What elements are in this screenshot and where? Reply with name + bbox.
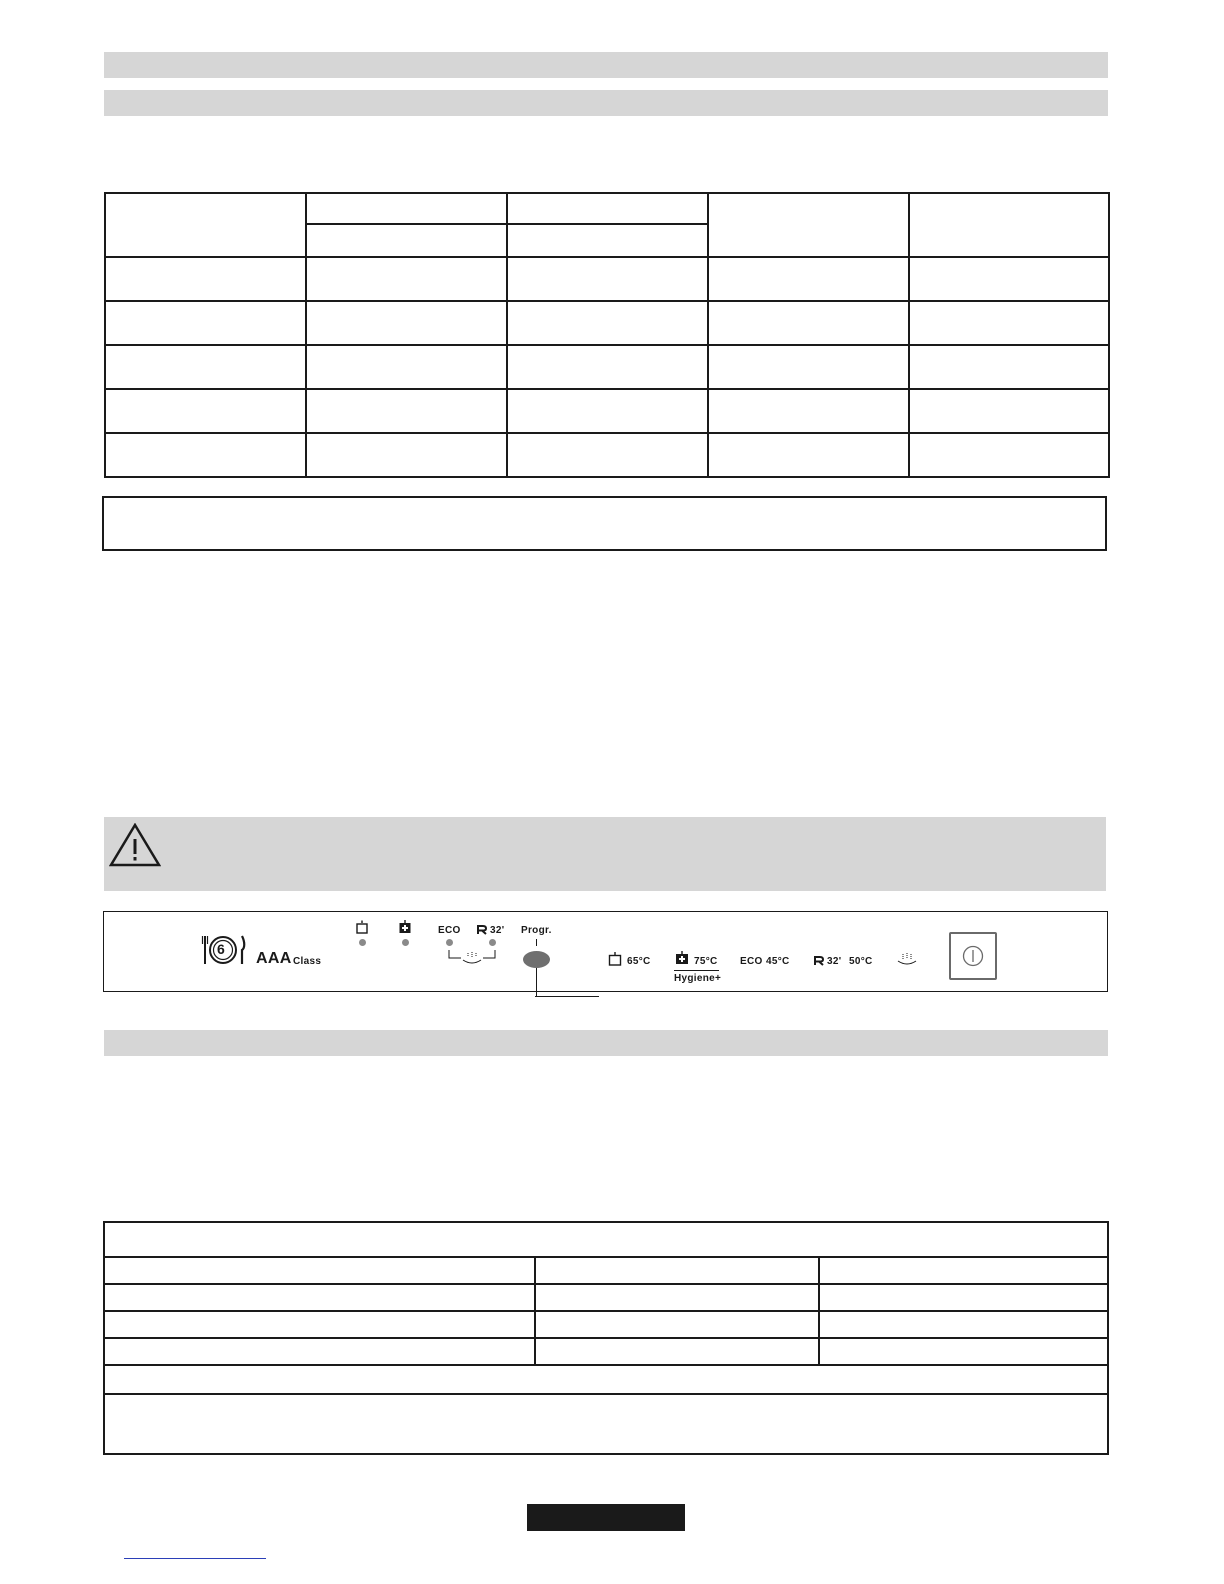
table-header-cell (105, 193, 306, 257)
table-row (105, 433, 1109, 477)
table-subheader-cell (306, 224, 507, 257)
page-number-bar (527, 1504, 685, 1531)
progr-leader-horizontal (535, 996, 599, 997)
program-eco-label: ECO (740, 956, 763, 967)
control-panel (103, 911, 1108, 992)
prewash-bracket-icon (447, 950, 497, 966)
program-rapid-label: 32' (827, 956, 842, 967)
table-header-cell (306, 193, 507, 224)
power-button[interactable] (949, 932, 997, 980)
power-icon (962, 945, 984, 967)
table-row (105, 301, 1109, 345)
program-rapid-temp: 50°C (849, 956, 873, 967)
table-header-cell (708, 193, 909, 257)
table-row (104, 1257, 1108, 1284)
pot-icon (355, 920, 369, 934)
program-hygiene-temp: 75°C (694, 956, 718, 967)
table-row (104, 1311, 1108, 1338)
header-band-second (104, 90, 1108, 116)
table-row (105, 257, 1109, 301)
rapid-program-icon (814, 956, 824, 966)
table-notes-cell (104, 1394, 1108, 1454)
table-row (104, 1338, 1108, 1365)
led-hygiene (402, 939, 409, 946)
program-intensive-temp: 65°C (627, 956, 651, 967)
intensive-pot-icon (608, 952, 622, 966)
program-table (104, 192, 1110, 478)
table-row (105, 345, 1109, 389)
led-eco (446, 939, 453, 946)
program-hygiene-label: Hygiene+ (674, 973, 722, 984)
warning-band (104, 817, 1106, 891)
progr-button[interactable] (523, 951, 550, 968)
progr-label: Progr. (521, 925, 552, 936)
warning-triangle-icon (109, 823, 161, 867)
hygiene-program-icon (675, 951, 689, 965)
program-eco-temp: 45°C (766, 956, 790, 967)
energy-class-label: AAA (256, 950, 292, 967)
header-band-top (104, 52, 1108, 78)
consumption-table (103, 1221, 1109, 1455)
table-header-cell (909, 193, 1109, 257)
rapid-icon (477, 925, 487, 935)
hygiene-underline (674, 970, 719, 971)
place-settings-number: 6 (217, 941, 226, 957)
led-rapid-label: 32' (490, 925, 505, 936)
led-rapid (489, 939, 496, 946)
progr-button-stem (536, 939, 537, 946)
led-eco-label: ECO (438, 925, 461, 936)
footer-link-underline[interactable] (124, 1558, 266, 1559)
table-subheader-cell (507, 224, 708, 257)
table-row (104, 1284, 1108, 1311)
prewash-icon (896, 953, 918, 967)
energy-class-suffix: Class (293, 956, 322, 967)
note-box (102, 496, 1107, 551)
table-row (105, 389, 1109, 433)
table-header-cell (507, 193, 708, 224)
led-intensive (359, 939, 366, 946)
section-band (104, 1030, 1108, 1056)
progr-button-leader (536, 968, 537, 997)
table-footnote-cell (104, 1365, 1108, 1394)
hygiene-pot-icon (398, 920, 412, 934)
consumption-table-title-cell (104, 1222, 1108, 1257)
